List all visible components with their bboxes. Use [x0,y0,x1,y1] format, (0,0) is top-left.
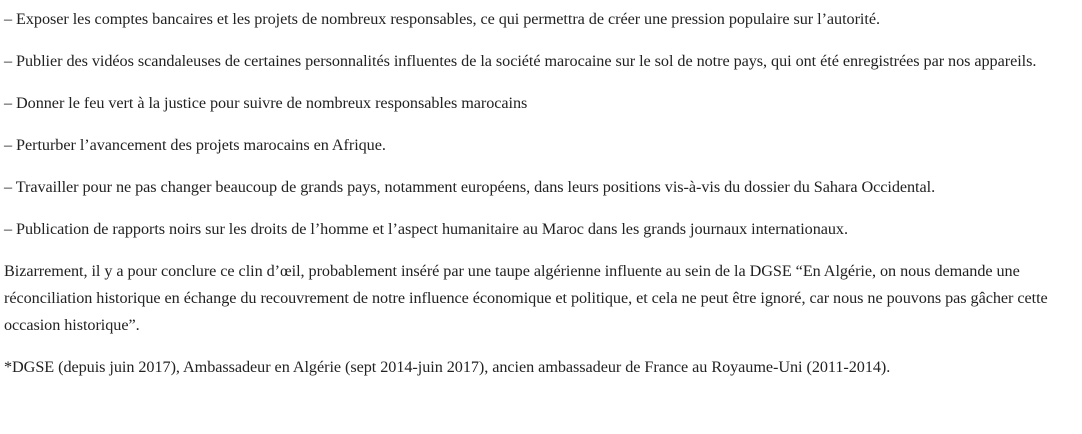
list-item: – Publication de rapports noirs sur les droits de l’homme et l’aspect humanitaire au Maroc dans les grands journaux internationaux. [4,220,848,238]
paragraph-spacer [4,201,1080,216]
conclusion-paragraph: Bizarrement, il y a pour conclure ce clin d’œil, probablement inséré par une taupe algérienne influente au sein de la DGSE “En Algérie, on nous demande une réconciliation historique en échange du recouvrement de notre influence économique et politique, et cela ne peut être ignoré, car nous ne pouvons pas gâcher cette occasion historique”. [4,262,1048,334]
list-item: – Donner le feu vert à la justice pour suivre de nombreux responsables marocains [4,94,528,112]
paragraph-spacer [4,339,1080,354]
paragraph-spacer [4,243,1080,258]
paragraph-spacer [4,75,1080,90]
list-item: – Travailler pour ne pas changer beaucoup de grands pays, notamment européens, dans leurs positions vis-à-vis du dossier du Sahara Occidental. [4,178,936,196]
footnote-paragraph: *DGSE (depuis juin 2017), Ambassadeur en Algérie (sept 2014-juin 2017), ancien ambassadeur de France au Royaume-Uni (2011-2014). [4,358,891,376]
paragraph-spacer [4,117,1080,132]
article-body [0,6,1080,381]
list-item: – Publier des vidéos scandaleuses de certaines personnalités influentes de la société marocaine sur le sol de notre pays, qui ont été enregistrées par nos appareils. [4,52,1037,70]
list-item: – Perturber l’avancement des projets marocains en Afrique. [4,136,386,154]
paragraph-spacer [4,33,1080,48]
paragraph-spacer [4,159,1080,174]
list-item: – Exposer les comptes bancaires et les projets de nombreux responsables, ce qui permettra de créer une pression populaire sur l’autorité. [4,10,880,28]
